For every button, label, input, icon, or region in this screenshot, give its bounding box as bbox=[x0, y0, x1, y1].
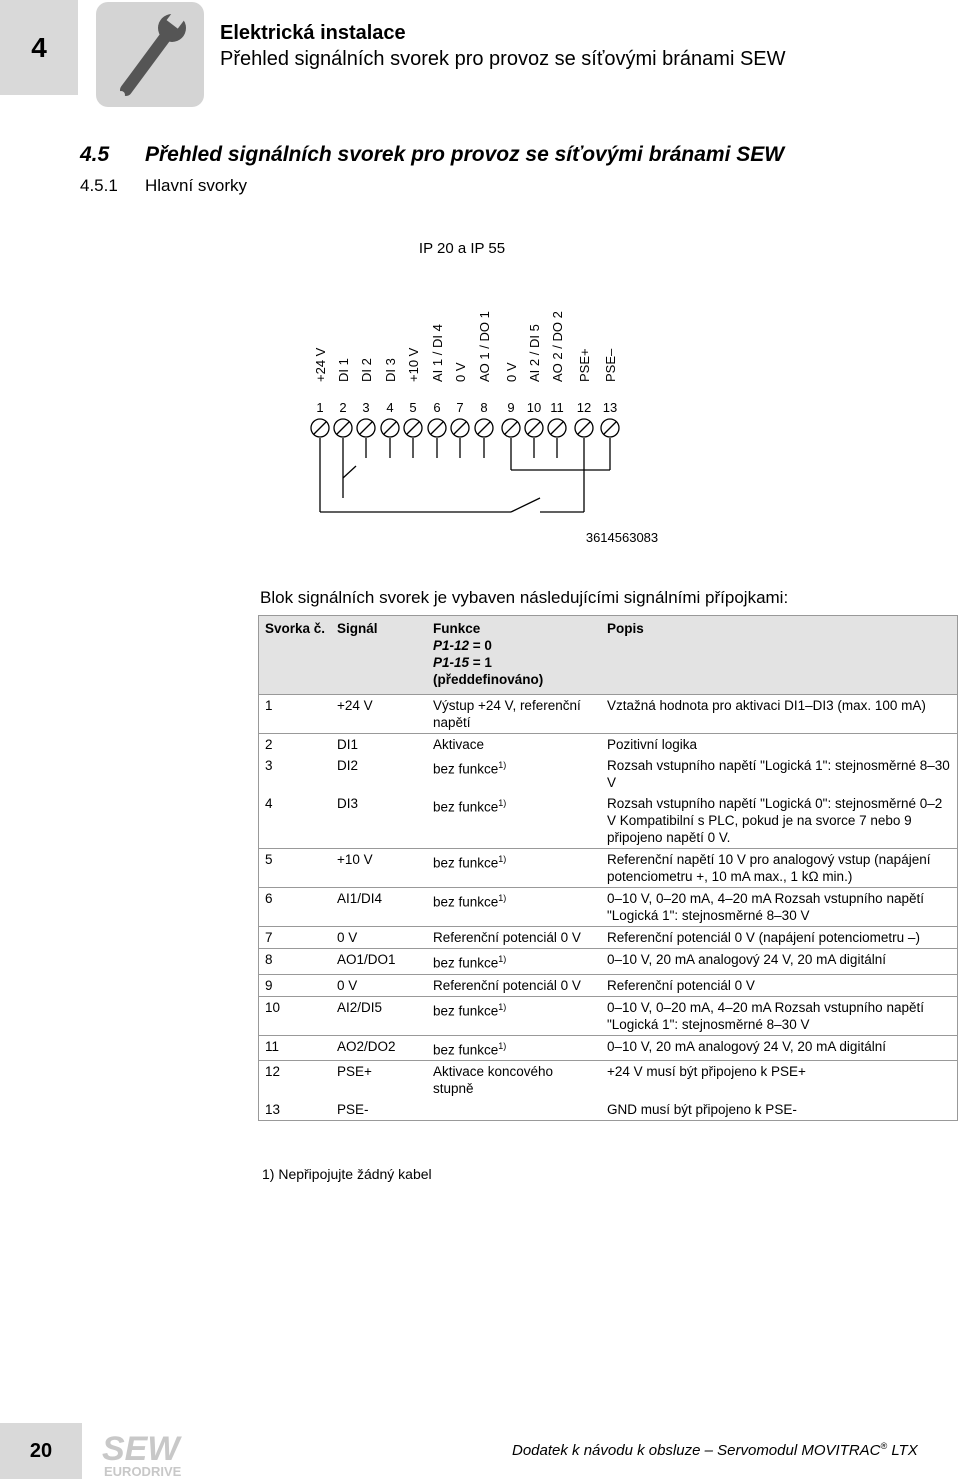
table-row bbox=[259, 927, 958, 949]
cell-signal: DI3 bbox=[331, 793, 427, 849]
screw-icon bbox=[525, 419, 543, 437]
cell-svorka: 7 bbox=[259, 927, 332, 949]
cell-svorka: 12 bbox=[265, 1064, 281, 1079]
terminal-number: 8 bbox=[480, 400, 488, 415]
table-row bbox=[259, 949, 958, 975]
terminal-number: 13 bbox=[602, 400, 618, 415]
screw-icon bbox=[475, 419, 493, 437]
terminal-label: AO 2 / DO 2 bbox=[550, 311, 565, 382]
terminal-number: 7 bbox=[456, 400, 464, 415]
cell-signal: 0 V bbox=[331, 974, 427, 996]
param-p112-value: = 0 bbox=[469, 638, 492, 653]
cell-signal: +10 V bbox=[331, 849, 427, 888]
screw-icon bbox=[357, 419, 375, 437]
cell-popis: Rozsah vstupního napětí "Logická 1": stejnosměrné 8–30 V bbox=[607, 758, 950, 790]
screw-icon bbox=[334, 419, 352, 437]
cell-popis: Rozsah vstupního napětí "Logická 0": stejnosměrné 0–2 V Kompatibilní s PLC, pokud je na svorce 7 nebo 9 připojeno napětí 0 V. bbox=[601, 793, 958, 849]
footnote-mark: 1) bbox=[498, 1001, 507, 1012]
footer-doc-title bbox=[512, 1441, 918, 1459]
param-p115: P1-15 bbox=[433, 655, 470, 670]
cell-popis: 0–10 V, 20 mA analogový 24 V, 20 mA digitální bbox=[601, 1035, 958, 1061]
cell-funkce: bez funkce$^{1)}$ bbox=[427, 949, 601, 975]
terminal-label: 0 V bbox=[504, 362, 519, 382]
terminal-label: 0 V bbox=[453, 362, 468, 382]
terminal-number: 6 bbox=[433, 400, 441, 415]
table-row bbox=[259, 849, 958, 888]
cell-popis: Pozitivní logika bbox=[607, 737, 698, 752]
page-number-tab bbox=[0, 1423, 82, 1479]
cell-popis: +24 V musí být připojeno k PSE+ bbox=[607, 1064, 806, 1079]
table-row bbox=[259, 1061, 958, 1100]
cell-svorka: 10 bbox=[259, 996, 332, 1035]
footer-reg-mark: ® bbox=[880, 1441, 888, 1451]
screw-icon bbox=[381, 419, 399, 437]
cell-svorka: 4 bbox=[259, 793, 332, 849]
signal-table bbox=[258, 615, 958, 1121]
screw-icon bbox=[575, 419, 593, 437]
cell-popis: GND musí být připojeno k PSE- bbox=[601, 1099, 958, 1121]
cell-svorka: 2 bbox=[265, 737, 273, 752]
cell-popis: Referenční potenciál 0 V (napájení potenciometru –) bbox=[601, 927, 958, 949]
table-row bbox=[259, 793, 958, 849]
diagram-caption: IP 20 a IP 55 bbox=[418, 240, 506, 257]
table-row bbox=[259, 734, 958, 756]
cell-svorka: 9 bbox=[259, 974, 332, 996]
logo-top-text: SEW bbox=[102, 1430, 180, 1468]
header-popis: Popis bbox=[601, 616, 958, 695]
logo-bottom-text: EURODRIVE bbox=[104, 1464, 182, 1478]
terminal-label: DI 1 bbox=[336, 358, 351, 382]
footnote-mark: 1) bbox=[498, 854, 507, 864]
cell-popis: Vztažná hodnota pro aktivaci DI1–DI3 (max. 100 mA) bbox=[601, 695, 958, 734]
terminal-number: 11 bbox=[550, 400, 564, 415]
cell-svorka: 5 bbox=[259, 849, 332, 888]
figure-id: 3614563083 bbox=[585, 530, 659, 545]
wiring bbox=[320, 438, 610, 512]
table-row bbox=[259, 974, 958, 996]
cell-signal: 0 V bbox=[331, 927, 427, 949]
cell-signal: AI2/DI5 bbox=[331, 996, 427, 1035]
table-row bbox=[259, 755, 958, 793]
screw-icon bbox=[502, 419, 520, 437]
subsection-number: 4.5.1 bbox=[80, 176, 118, 195]
footnote-mark: 1) bbox=[498, 760, 507, 770]
cell-signal: AO2/DO2 bbox=[331, 1035, 427, 1061]
screw-icon bbox=[451, 419, 469, 437]
cell-svorka: 6 bbox=[259, 888, 332, 927]
terminal-label: +24 V bbox=[313, 347, 328, 382]
terminal-diagram bbox=[0, 0, 960, 560]
cell-funkce: Aktivace koncového stupně bbox=[433, 1064, 554, 1096]
table-row bbox=[259, 1035, 958, 1061]
param-p115-value: = 1 bbox=[469, 655, 492, 670]
section-title: Přehled signálních svorek pro provoz se síťovými bránami SEW bbox=[145, 143, 785, 166]
header-svorka: Svorka č. bbox=[259, 616, 332, 695]
footnote: 1) Nepřipojujte žádný kabel bbox=[262, 1166, 432, 1182]
terminal-label: +10 V bbox=[406, 347, 421, 382]
cell-funkce: bez funkce$^{1)}$ bbox=[433, 760, 507, 777]
page-number: 20 bbox=[29, 1439, 53, 1462]
cell-signal: AO1/DO1 bbox=[331, 949, 427, 975]
terminal-label: AO 1 / DO 1 bbox=[477, 311, 492, 382]
screw-icon bbox=[428, 419, 446, 437]
footnote-mark: 1) bbox=[498, 1040, 507, 1051]
cell-popis: 0–10 V, 20 mA analogový 24 V, 20 mA digitální bbox=[601, 949, 958, 975]
cell-svorka: 3 bbox=[265, 758, 273, 773]
table-row bbox=[259, 888, 958, 927]
section-number: 4.5 bbox=[80, 143, 110, 166]
intro-text: Blok signálních svorek je vybaven následujícími signálními přípojkami: bbox=[260, 588, 789, 607]
table-row bbox=[259, 695, 958, 734]
screw-icon bbox=[311, 419, 329, 437]
terminal-number: 3 bbox=[362, 400, 370, 415]
footnote-mark: 1) bbox=[498, 954, 507, 964]
cell-funkce: Referenční potenciál 0 V bbox=[427, 927, 601, 949]
table-header-row bbox=[259, 616, 958, 695]
cell-popis: Referenční potenciál 0 V bbox=[601, 974, 958, 996]
cell-funkce: bez funkce$^{1)}$ bbox=[427, 793, 601, 849]
header-signal: Signál bbox=[331, 616, 427, 695]
terminal-number: 12 bbox=[576, 400, 592, 415]
cell-svorka: 11 bbox=[259, 1035, 332, 1061]
cell-funkce: bez funkce$^{1)}$ bbox=[427, 849, 601, 888]
cell-signal: PSE- bbox=[331, 1099, 427, 1121]
terminal-label: AI 1 / DI 4 bbox=[430, 324, 445, 382]
param-p112: P1-12 bbox=[433, 638, 470, 653]
header-p112 bbox=[433, 637, 597, 654]
header-predef: (předdefinováno) bbox=[433, 672, 544, 687]
header-funkce-label: Funkce bbox=[433, 621, 481, 636]
terminal-number: 2 bbox=[339, 400, 347, 415]
header-p115 bbox=[433, 654, 597, 671]
terminal-label: PSE+ bbox=[577, 348, 592, 382]
cell-funkce bbox=[427, 1099, 601, 1121]
terminal-label: DI 2 bbox=[359, 358, 374, 382]
terminal-number: 5 bbox=[409, 400, 417, 415]
cell-funkce: Výstup +24 V, referenční napětí bbox=[427, 695, 601, 734]
table-row bbox=[259, 1099, 958, 1121]
subsection-title: Hlavní svorky bbox=[145, 176, 248, 195]
terminal-number: 9 bbox=[507, 400, 515, 415]
sew-logo bbox=[100, 1430, 210, 1483]
footnote-mark: 1) bbox=[498, 893, 507, 903]
cell-svorka: 13 bbox=[259, 1099, 332, 1121]
cell-signal: AI1/DI4 bbox=[331, 888, 427, 927]
cell-funkce: bez funkce$^{1)}$ bbox=[427, 1035, 601, 1061]
cell-signal: DI1 bbox=[337, 737, 359, 752]
cell-funkce: bez funkce$^{1)}$ bbox=[427, 888, 601, 927]
footnote-mark: 1) bbox=[498, 798, 507, 808]
terminal-label: DI 3 bbox=[383, 358, 398, 382]
screw-icon bbox=[601, 419, 619, 437]
cell-funkce: Aktivace bbox=[433, 737, 485, 752]
header-subtitle: Přehled signálních svorek pro provoz se síťovými bránami SEW bbox=[220, 48, 786, 70]
cell-signal: DI2 bbox=[337, 758, 359, 773]
screw-icon bbox=[404, 419, 422, 437]
cell-popis: 0–10 V, 0–20 mA, 4–20 mA Rozsah vstupního napětí "Logická 1": stejnosměrné 8–30 V bbox=[601, 996, 958, 1035]
cell-signal: PSE+ bbox=[337, 1064, 372, 1079]
screw-icon bbox=[548, 419, 566, 437]
cell-popis: Referenční napětí 10 V pro analogový vstup (napájení potenciometru +, 10 mA max., 1 kΩ min.) bbox=[601, 849, 958, 888]
cell-svorka: 8 bbox=[259, 949, 332, 975]
footer-text-prefix: Dodatek k návodu k obsluze – Servomodul MOVITRAC bbox=[512, 1442, 881, 1459]
header-title: Elektrická instalace bbox=[220, 22, 406, 44]
cell-funkce: Referenční potenciál 0 V bbox=[427, 974, 601, 996]
header-funkce bbox=[427, 616, 601, 695]
terminal-number: 4 bbox=[386, 400, 394, 415]
cell-svorka: 1 bbox=[259, 695, 332, 734]
cell-popis: 0–10 V, 0–20 mA, 4–20 mA Rozsah vstupního napětí "Logická 1": stejnosměrné 8–30 V bbox=[601, 888, 958, 927]
terminal-label: PSE– bbox=[603, 348, 618, 382]
cell-signal: +24 V bbox=[331, 695, 427, 734]
terminal-number: 1 bbox=[316, 400, 324, 415]
chapter-number: 4 bbox=[31, 31, 47, 63]
terminal-label: AI 2 / DI 5 bbox=[527, 324, 542, 382]
table-row bbox=[259, 996, 958, 1035]
terminal-number: 10 bbox=[526, 400, 542, 415]
cell-funkce: bez funkce$^{1)}$ bbox=[427, 996, 601, 1035]
footer-text-suffix: LTX bbox=[887, 1442, 918, 1459]
